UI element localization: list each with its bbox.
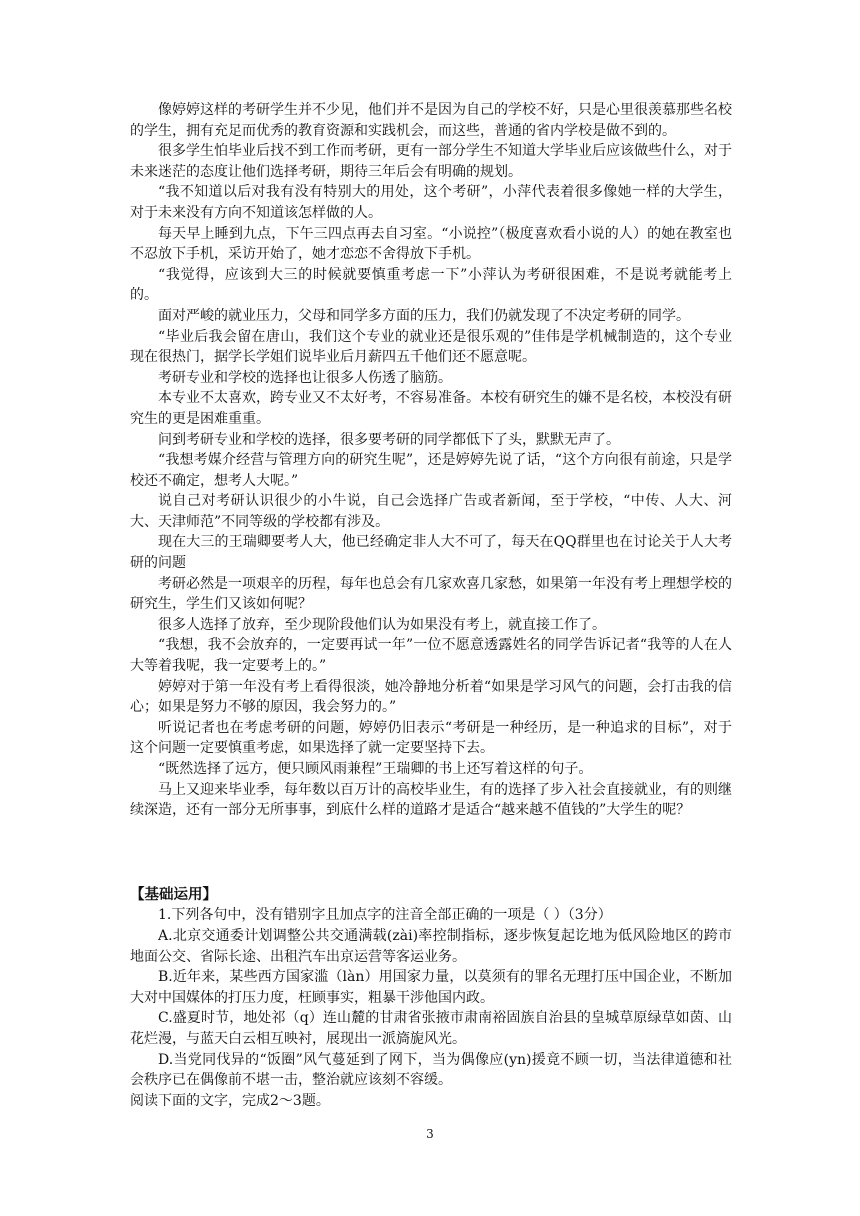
section-spacer <box>130 821 732 885</box>
question-option-d: D.当党同伐异的“饭圈”风气蔓延到了网下，当为偶像应(yn)援竟不顾一切，当法律道德和社会秩序已在偶像前不堪一击，整治就应该刻不容缓。 <box>130 1051 732 1089</box>
basic-practice-section <box>130 885 732 1112</box>
article-paragraph: “既然选择了远方，便只顾风雨兼程”王瑞卿的书上还写着这样的句子。 <box>158 761 593 777</box>
article-paragraph: 说自己对考研认识很少的小牛说，自己会选择广告或者新闻，至于学校，“中传、人大、河大、天津师范”不同等级的学校都有涉及。 <box>130 493 732 530</box>
article-paragraph: 本专业不太喜欢，跨专业又不太好考，不容易准备。本校有研究生的嫌不是名校，本校没有研究生的更是困难重重。 <box>130 390 732 427</box>
question-option-b: B.近年来，某些西方国家滥（làn）用国家力量，以莫须有的罪名无理打压中国企业，不断加大对中国媒体的打压力度，枉顾事实，粗暴干涉他国内政。 <box>130 969 732 1006</box>
article-paragraph: 像婷婷这样的考研学生并不少见，他们并不是因为自己的学校不好，只是心里很羡慕那些名校的学生，拥有充足而优秀的教育资源和实践机会，而这些，普通的省内学校是做不到的。 <box>130 102 732 139</box>
question-option-c: C.盛夏时节，地处祁（q）连山麓的甘肃省张掖市肃南裕固族自治县的皇城草原绿草如茵、山花烂漫，与蓝天白云相互映衬，展现出一派旖旎风光。 <box>130 1010 732 1047</box>
article-paragraph: “毕业后我会留在唐山，我们这个专业的就业还是很乐观的”佳伟是学机械制造的，这个专业现在很热门，据学长学姐们说毕业后月薪四五千他们还不愿意呢。 <box>130 328 732 366</box>
article-section <box>130 100 732 821</box>
article-paragraph: “我不知道以后对我有没有特别大的用处，这个考研”，小萍代表着很多像她一样的大学生，对于未来没有方向不知道该怎样做的人。 <box>130 184 732 221</box>
article-paragraph: 考研专业和学校的选择也让很多人伤透了脑筋。 <box>158 369 452 386</box>
article-paragraph: 面对严峻的就业压力，父母和同学多方面的压力，我们仍就发现了不决定考研的同学。 <box>158 307 690 324</box>
reading-instruction: 阅读下面的文字，完成2～3题。 <box>130 1092 330 1109</box>
article-paragraph: 婷婷对于第一年没有考上看得很淡，她冷静地分析着“如果是学习风气的问题，会打击我的信心；如果是努力不够的原因，我会努力的。” <box>130 678 732 716</box>
article-paragraph: 考研必然是一项艰辛的历程，每年也总会有几家欢喜几家愁，如果第一年没有考上理想学校的研究生，学生们又该如何呢？ <box>130 575 732 613</box>
section-title: 【基础运用】 <box>130 885 217 903</box>
article-paragraph: “我觉得，应该到大三的时候就要慎重考虑一下”小萍认为考研很困难，不是说考就能考上的。 <box>130 266 732 304</box>
article-paragraph: “我想，我不会放弃的，一定要再试一年”一位不愿意透露姓名的同学告诉记者“我等的人在人大等着我呢，我一定要考上的。” <box>130 637 732 675</box>
article-paragraph: 很多人选择了放弃，至少现阶段他们认为如果没有考上，就直接工作了。 <box>158 616 606 633</box>
article-paragraph: 每天早上睡到九点，下午三四点再去自习室。“小说控”（极度喜欢看小说的人）的她在教室也不忍放下手机，采访开始了，她才恋恋不舍得放下手机。 <box>130 225 732 263</box>
page-number: 3 <box>426 1127 434 1141</box>
question-option-a: A.北京交通委计划调整公共交通满载(zài)率控制指标，逐步恢复起讫地为低风险地区的跨市地面公交、省际长途、出租汽车出京运营等客运业务。 <box>130 927 732 965</box>
article-paragraph: “我想考媒介经营与管理方向的研究生呢”，还是婷婷先说了话，“这个方向很有前途，只是学校还不确定，想考人大呢。” <box>130 452 732 489</box>
article-paragraph: 听说记者也在考虑考研的问题，婷婷仍旧表示“考研是一种经历，是一种追求的目标”，对于这个问题一定要慎重考虑，如果选择了就一定要坚持下去。 <box>130 719 732 757</box>
article-paragraph: 很多学生怕毕业后找不到工作而考研，更有一部分学生不知道大学毕业后应该做些什么，对于未来迷茫的态度让他们选择考研，期待三年后会有明确的规划。 <box>130 143 732 180</box>
page-body <box>130 100 732 1111</box>
article-paragraph: 马上又迎来毕业季，每年数以百万计的高校毕业生，有的选择了步入社会直接就业，有的则继续深造，还有一部分无所事事，到底什么样的道路才是适合“越来越不值钱的”大学生的呢？ <box>130 781 732 819</box>
article-paragraph: 问到考研专业和学校的选择，很多要考研的同学都低下了头，默默无声了。 <box>158 431 620 448</box>
article-paragraph: 现在大三的王瑞卿要考人大，他已经确定非人大不可了，每天在QQ群里也在讨论关于人大考研的问题 <box>130 534 732 572</box>
question-stem: 1.下列各句中，没有错别字且加点字的注音全部正确的一项是（ ）（3分） <box>158 907 612 924</box>
